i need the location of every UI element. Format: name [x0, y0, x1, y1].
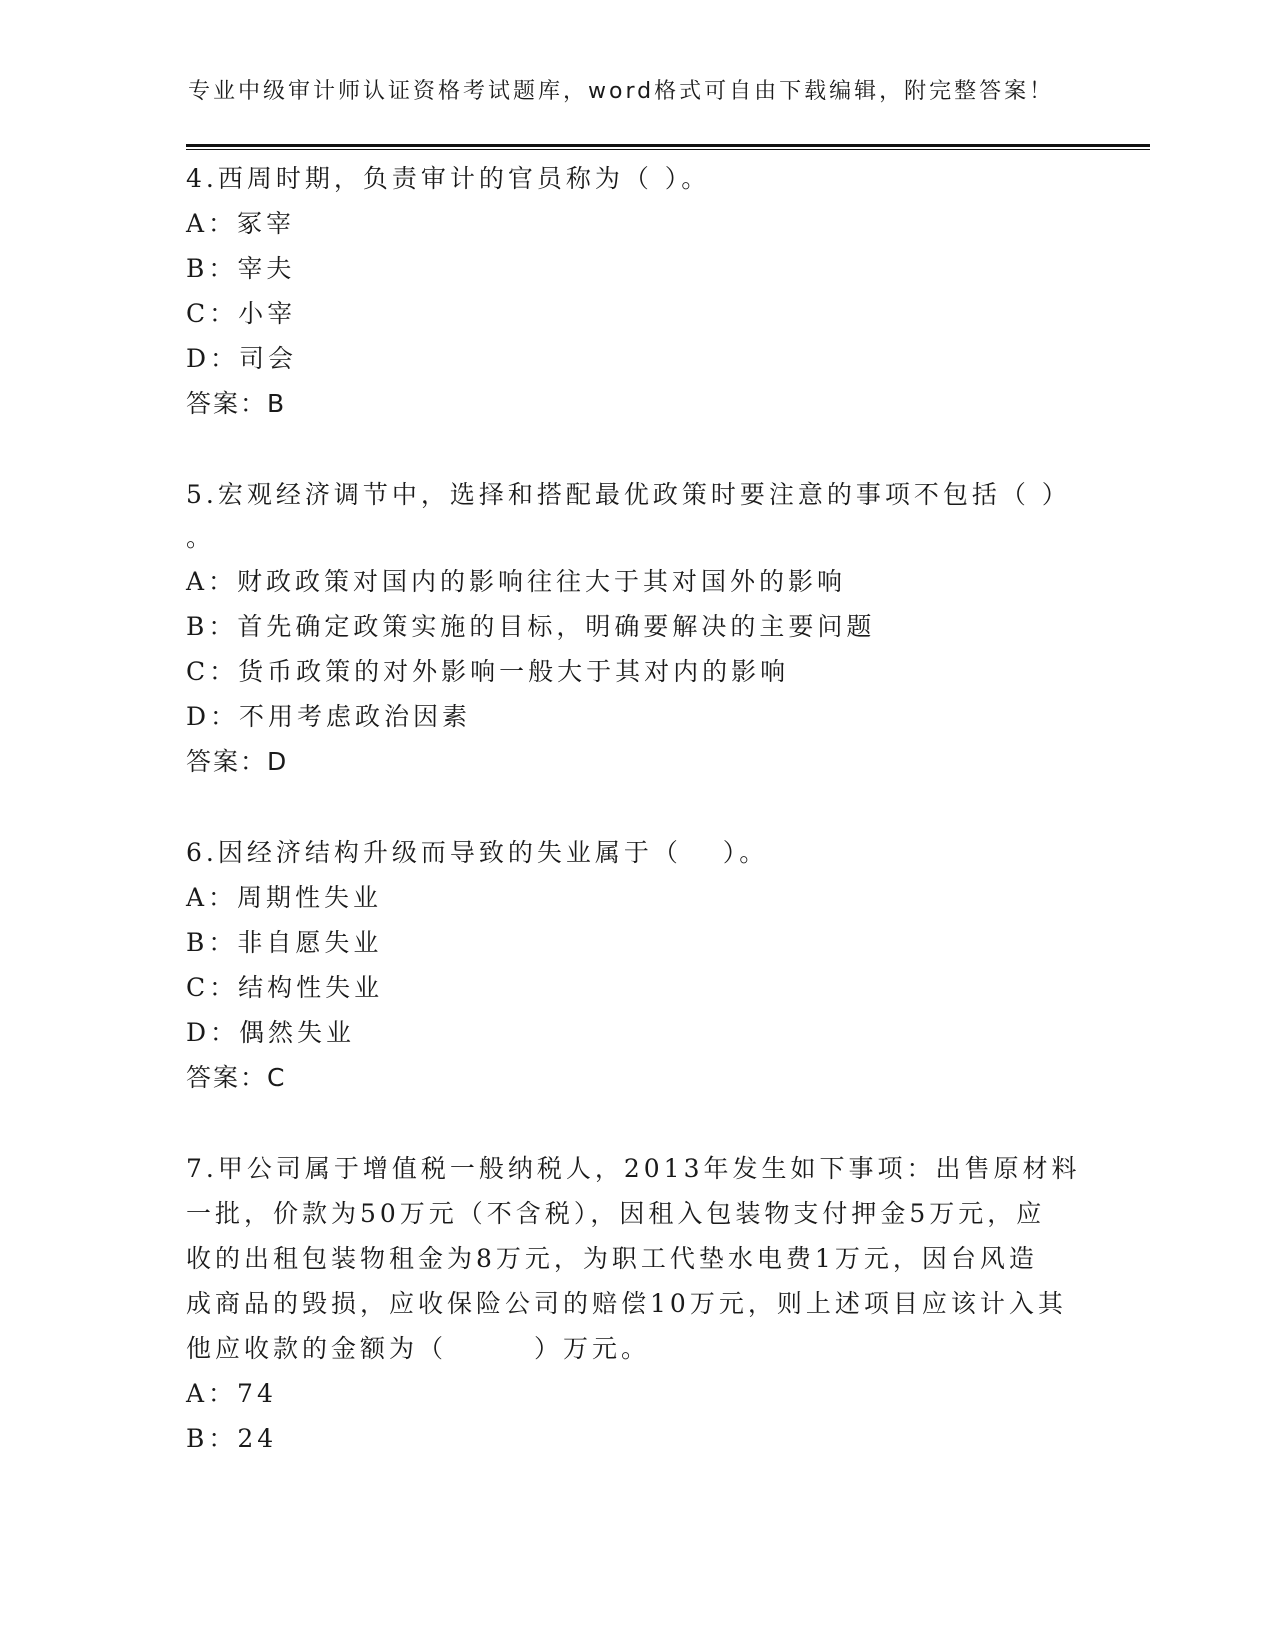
page-header-title: 专业中级审计师认证资格考试题库，word格式可自由下载编辑，附完整答案！ — [188, 79, 1055, 104]
answer-line: 答案：B — [186, 389, 287, 418]
question-5 — [186, 472, 1086, 784]
option-a: A：财政政策对国内的影响往往大于其对国外的影响 — [186, 567, 847, 596]
question-stem-line: 收的出租包装物租金为8万元，为职工代垫水电费1万元，因台风造 — [186, 1244, 1038, 1273]
option-a: A：冢宰 — [186, 209, 296, 238]
option-c: C：结构性失业 — [186, 973, 384, 1002]
option-c: C：小宰 — [186, 299, 297, 328]
option-d: D：司会 — [186, 344, 298, 373]
question-6 — [186, 830, 1086, 1100]
question-stem: 4.西周时期，负责审计的官员称为（ ）。 — [186, 164, 711, 193]
question-stem-line: 7.甲公司属于增值税一般纳税人，2013年发生如下事项：出售原材料 — [186, 1154, 1081, 1183]
option-a: A：74 — [186, 1379, 277, 1408]
question-stem: 5.宏观经济调节中，选择和搭配最优政策时要注意的事项不包括（ ） — [186, 480, 1071, 509]
question-stem-line: 他应收款的金额为（ ）万元。 — [186, 1334, 651, 1363]
option-d: D：偶然失业 — [186, 1018, 356, 1047]
question-4 — [186, 156, 1086, 426]
option-d: D：不用考虑政治因素 — [186, 702, 472, 731]
option-a: A：周期性失业 — [186, 883, 383, 912]
option-c: C：货币政策的对外影响一般大于其对内的影响 — [186, 657, 790, 686]
answer-line: 答案：C — [186, 1063, 287, 1092]
question-stem-continuation: 。 — [186, 523, 216, 552]
option-b: B：首先确定政策实施的目标，明确要解决的主要问题 — [186, 612, 876, 641]
question-stem-line: 成商品的毁损，应收保险公司的赔偿10万元，则上述项目应该计入其 — [186, 1289, 1067, 1318]
question-spacer — [186, 426, 1086, 472]
question-list — [186, 156, 1086, 1461]
option-b: B：非自愿失业 — [186, 928, 383, 957]
question-7 — [186, 1146, 1086, 1461]
answer-line: 答案：D — [186, 747, 289, 776]
option-b: B：24 — [186, 1424, 278, 1453]
question-spacer — [186, 784, 1086, 830]
option-b: B：宰夫 — [186, 254, 296, 283]
question-stem: 6.因经济结构升级而导致的失业属于（ ）。 — [186, 838, 769, 867]
question-stem-line: 一批，价款为50万元（不含税），因租入包装物支付押金5万元，应 — [186, 1199, 1046, 1228]
question-spacer — [186, 1100, 1086, 1146]
header-divider — [186, 144, 1150, 150]
